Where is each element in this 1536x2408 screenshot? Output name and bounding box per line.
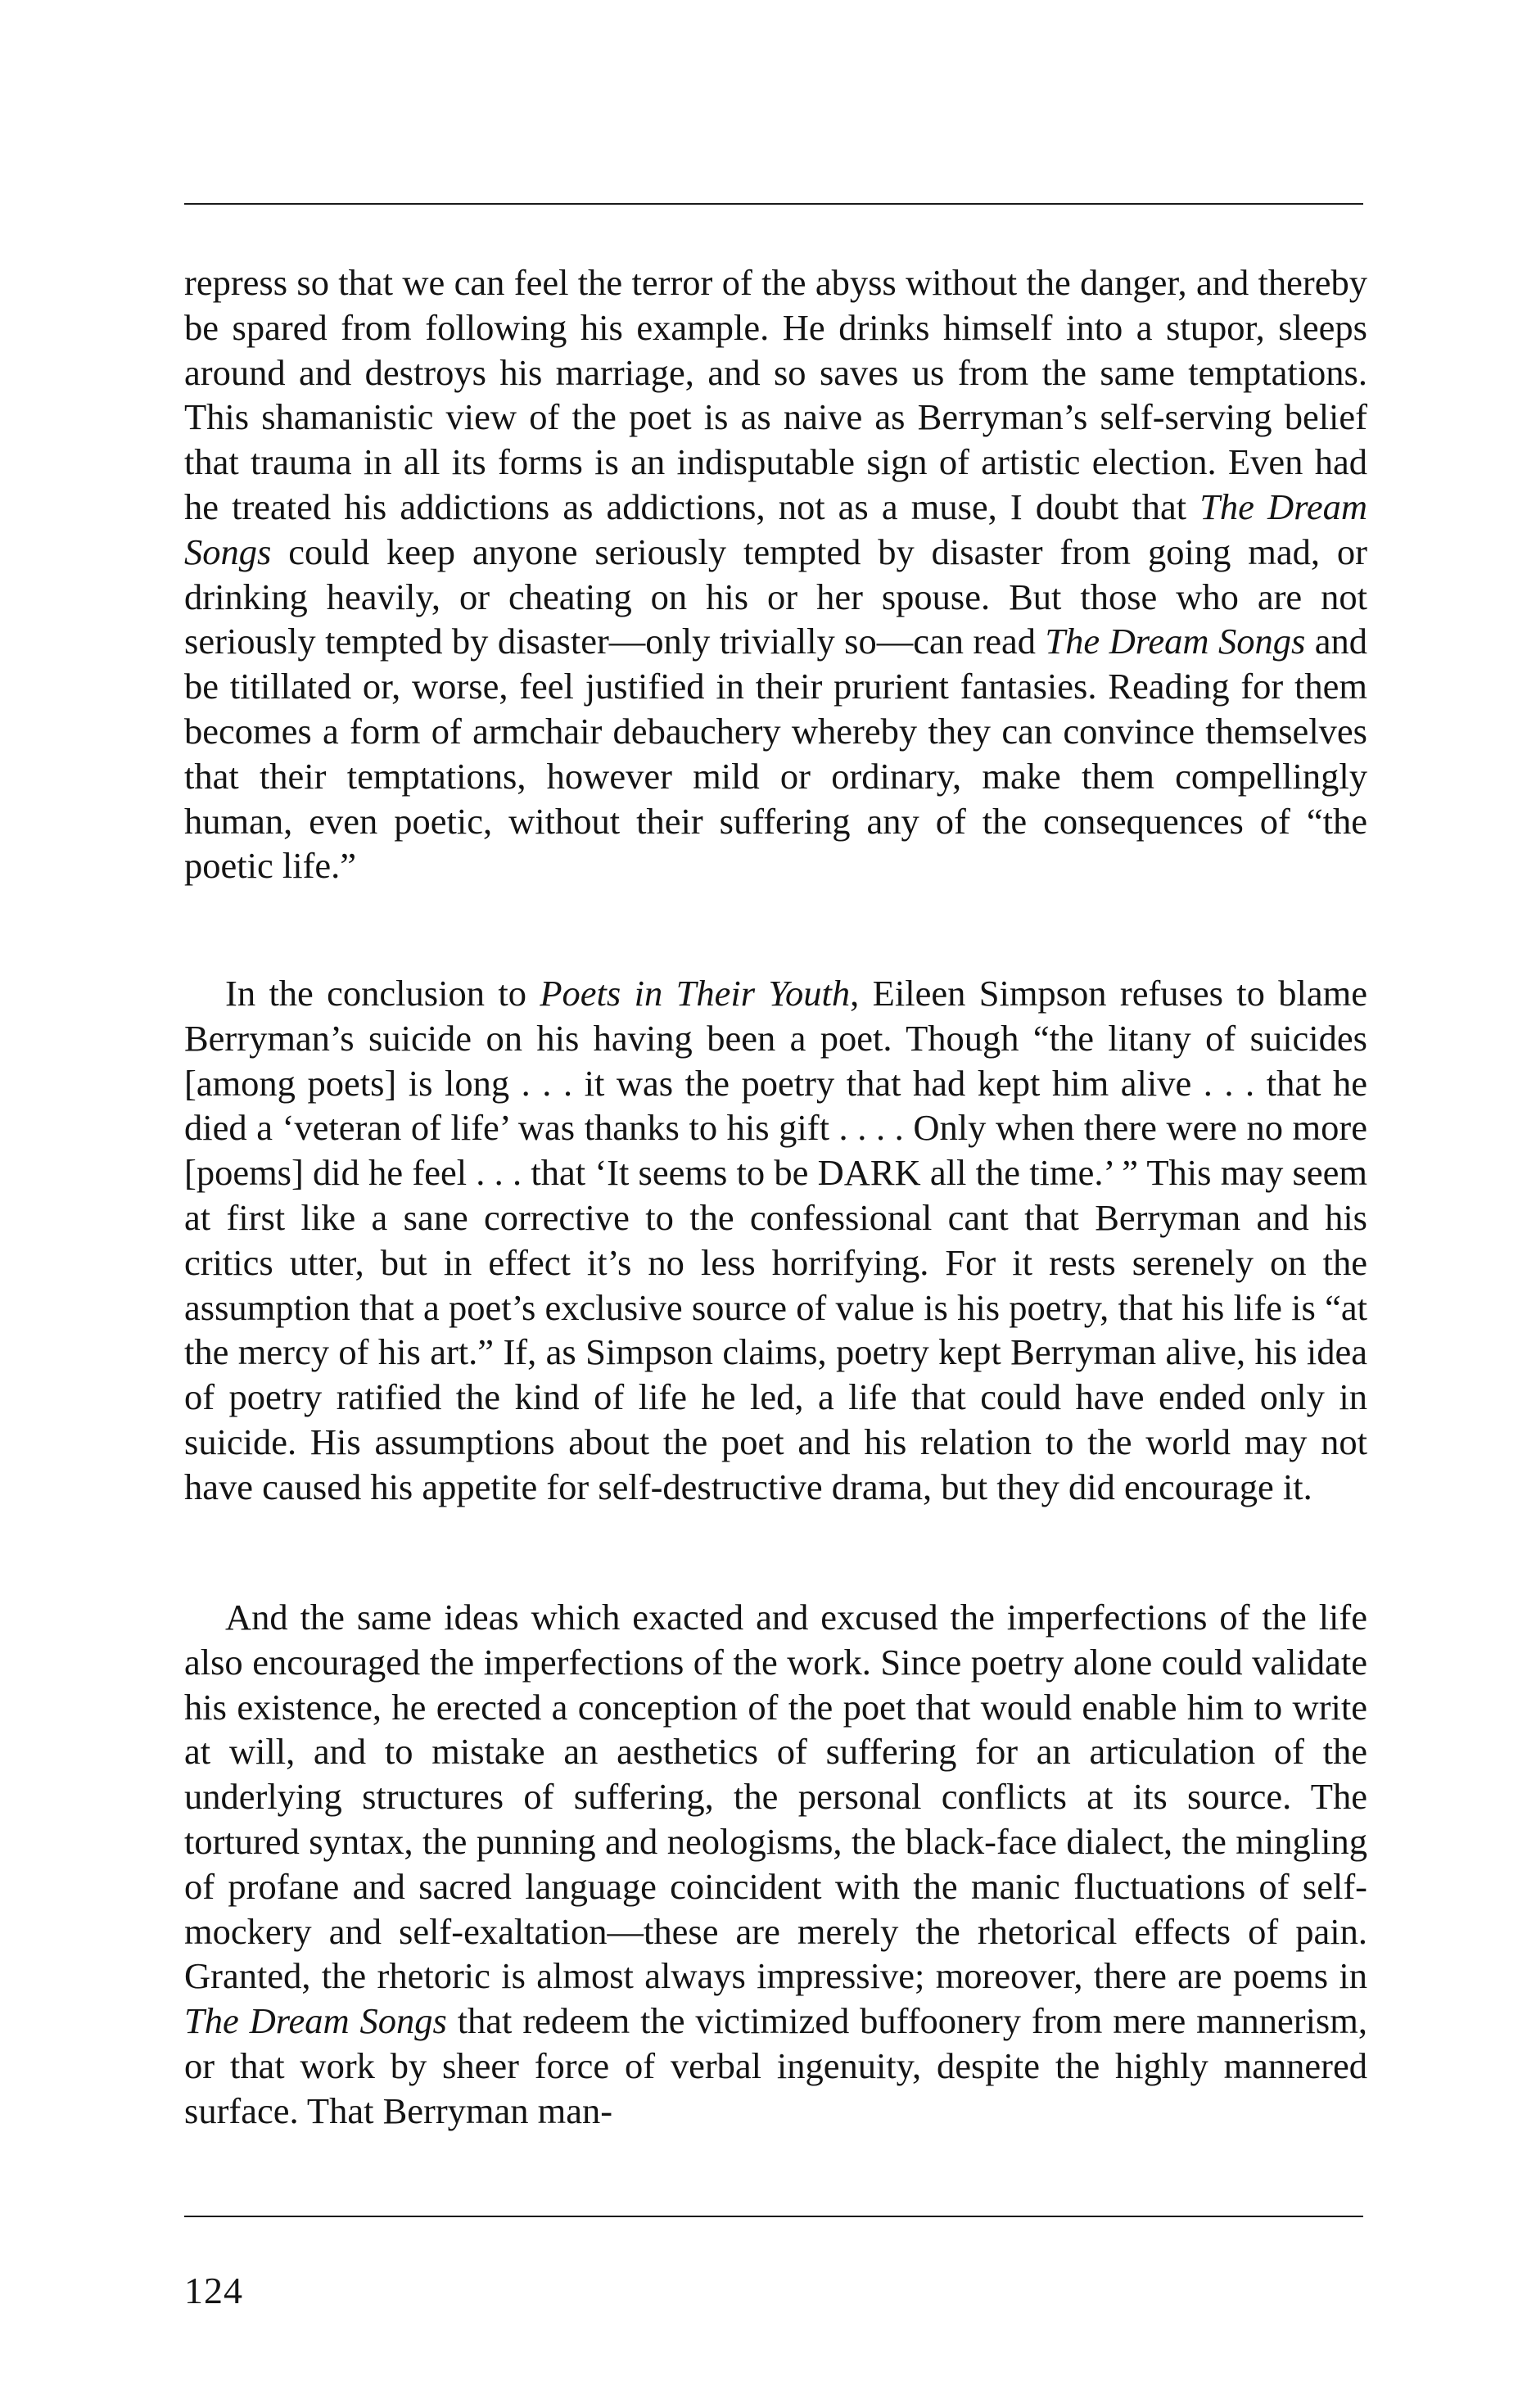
body-text-block-1 xyxy=(184,260,1367,888)
paragraph-text: repress so that we can feel the terror of the abyss without the danger, and thereby be spared from following his example. He drinks himself into a stupor, sleeps around and destroys his marriage, and so saves us from the same temptations. This shamanistic view of the poet is as naive as Berryman’s self-serving belief that trauma in all its forms is an indisputable sign of artistic election. Even had he treated his addictions as addictions, not as a muse, I doubt that xyxy=(184,262,1367,527)
paragraph-text: , Eileen Simpson refuses to blame Berryman’s suicide on his having been a poet. Though “the litany of suicides [among poets] is long . . . it was the poetry that had kept him alive . . . that he died a ‘veteran of life’ was thanks to his gift . . . . Only when there were no more [poems] did he feel . . . that ‘It seems to be DARK all the time.’ ” This may seem at first like a sane corrective to the confessional cant that Berryman and his critics utter, but in effect it’s no less horrifying. For it rests serenely on the assumption that a poet’s exclusive source of value is his poetry, that his life is “at the mercy of his art.” If, as Simpson claims, poetry kept Berryman alive, his idea of poetry ratified the kind of life he led, a life that could have ended only in suicide. His assumptions about the poet and his relation to the world may not have caused his appetite for self-destructive drama, but they did encourage it. xyxy=(184,973,1367,1507)
paragraph xyxy=(184,971,1367,1510)
paragraph-text: In the conclusion to xyxy=(225,973,540,1014)
paragraph xyxy=(184,1595,1367,2134)
book-title-italic: The Dream Songs xyxy=(184,486,1367,572)
page-number: 124 xyxy=(184,2270,243,2311)
paragraph-text: that redeem the victimized buffoonery from mere mannerism, or that work by sheer force of verbal ingenuity, despite the highly mannered surface. That Berryman man- xyxy=(184,2000,1367,2131)
top-rule xyxy=(184,203,1363,205)
bottom-rule xyxy=(184,2216,1363,2217)
paragraph-text: And the same ideas which exacted and excused the imperfections of the life also encouraged the imperfections of the work. Since poetry alone could validate his existence, he erected a conception of the poet that would enable him to write at will, and to mistake an aesthetics of suffering for an articulation of the underlying structures of suffering, the personal conflicts at its source. The tortured syntax, the punning and neologisms, the black-face dialect, the mingling of profane and sacred language coincident with the manic fluctuations of self-mockery and self-exaltation—these are merely the rhetorical effects of pain. Granted, the rhetoric is almost always impressive; moreover, there are poems in xyxy=(184,1597,1367,1997)
paragraph xyxy=(184,260,1367,888)
book-title-italic: The Dream Songs xyxy=(1045,621,1306,662)
paragraph-text: could keep anyone seriously tempted by disaster from going mad, or drinking heavily, or cheating on his or her spouse. But those who are not seriously tempted by disaster—only trivially so—can read xyxy=(184,531,1367,662)
body-text-block-2 xyxy=(184,971,1367,1510)
book-title-italic: The Dream Songs xyxy=(184,2000,447,2042)
paragraph-text: and be titillated or, worse, feel justified in their prurient fantasies. Reading for them becomes a form of armchair debauchery whereby they can convince themselves that their temptations, however mild or ordinary, make them compellingly human, even poetic, without their suffering any of the consequences of “the poetic life.” xyxy=(184,621,1367,887)
body-text-block-3 xyxy=(184,1595,1367,2134)
book-title-italic: Poets in Their Youth xyxy=(540,973,851,1014)
